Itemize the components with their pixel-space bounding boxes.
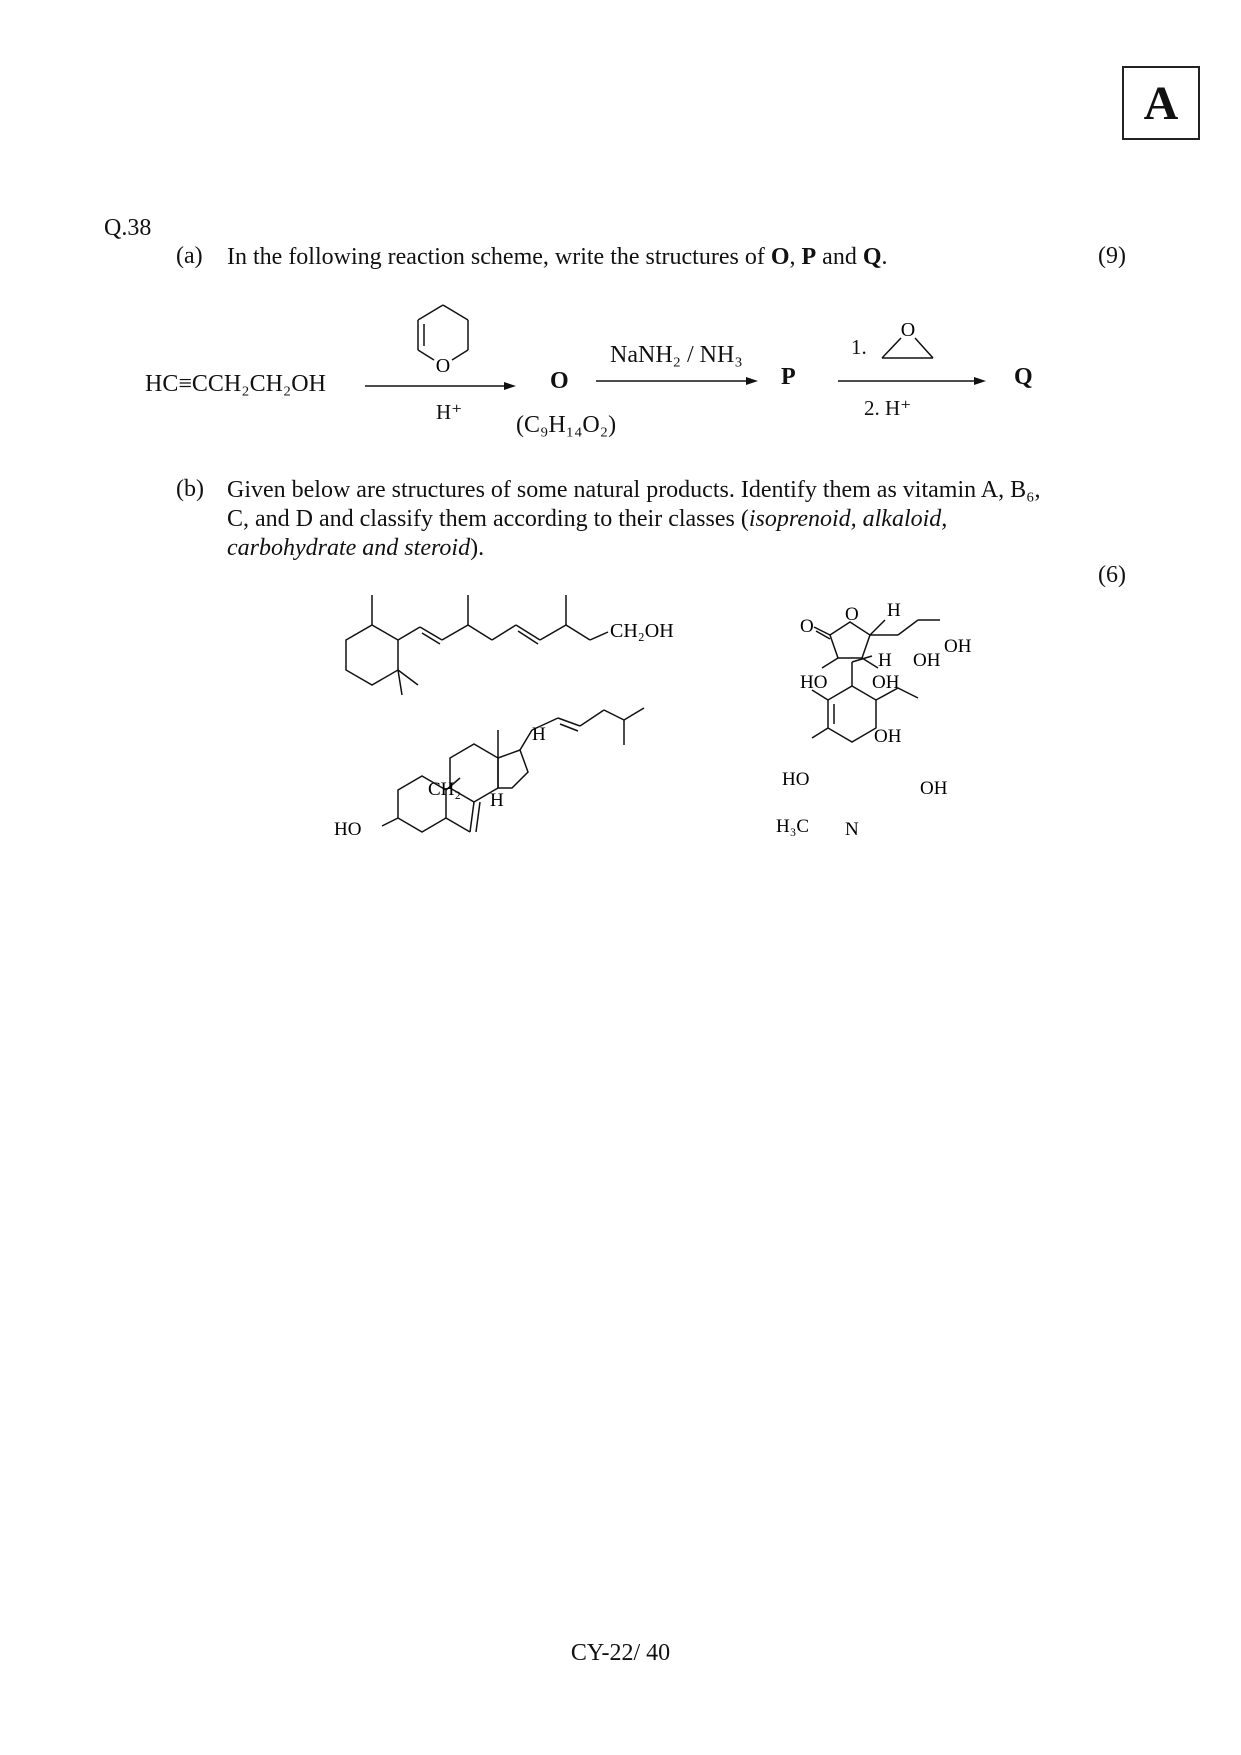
part-a-comma: ,: [789, 244, 802, 270]
part-a-text-before: In the following reaction scheme, write the structures of: [227, 244, 771, 270]
part-b-text: [227, 476, 1107, 563]
vitamin-a-structure: [346, 595, 608, 695]
b6-oh-right: OH: [920, 778, 948, 799]
vitd-h2: H: [490, 790, 504, 811]
part-b-line2-italic: isoprenoid, alkaloid,: [748, 506, 948, 532]
part-b-line2: [227, 505, 1107, 534]
part-b-line3-italic: carbohydrate and steroid: [227, 535, 471, 561]
step3-reagent-1-label: 1.: [851, 335, 867, 359]
vitc-oh-right: OH: [944, 636, 972, 657]
vitc-oh-mid: OH: [913, 650, 941, 671]
natural-product-structures: [0, 580, 1241, 900]
vitc-oh-bottom: OH: [872, 672, 900, 693]
vita-ch2oh: CH₂OH: [610, 620, 674, 642]
product-o-formula: (C₉H₁₄O₂): [516, 412, 617, 438]
step3-reagent-2: 2. H⁺: [864, 396, 912, 420]
epoxide-structure: [882, 338, 933, 358]
epoxide-o: O: [900, 319, 916, 341]
dihydropyran-structure: [418, 305, 468, 360]
part-b-line3: [227, 534, 1107, 563]
part-a-o: O: [770, 244, 790, 270]
vitd-ho: HO: [334, 819, 362, 840]
part-b-line1: Given below are structures of some natural products. Identify them as vitamin A, B₆,: [227, 477, 1041, 503]
reaction-arrows: [0, 0, 1241, 480]
vitamin-d-structure: [382, 708, 644, 832]
vitd-h1: H: [532, 724, 546, 745]
product-p: P: [781, 364, 796, 390]
part-a-label: (a): [176, 243, 203, 269]
vitc-ho: HO: [800, 672, 828, 693]
page-footer: CY-22/ 40: [570, 1640, 671, 1666]
vitc-o1: O: [800, 616, 814, 637]
part-a-period: .: [881, 244, 888, 270]
part-a-and: and: [816, 244, 863, 270]
vitc-o2: O: [845, 604, 859, 625]
product-q: Q: [1014, 364, 1033, 390]
paper-code-badge: A: [1122, 66, 1200, 140]
part-a-marks: (9): [1098, 243, 1126, 269]
part-b-marks: (6): [1098, 562, 1126, 588]
part-b-line3-end: ).: [470, 535, 485, 561]
product-o: O: [550, 368, 569, 394]
part-a-q: Q: [862, 244, 882, 270]
part-b-label: (b): [176, 476, 204, 502]
step2-reagent: NaNH₂ / NH₃: [610, 342, 743, 368]
starting-material: HC≡CCH₂CH₂OH: [145, 371, 326, 397]
b6-h3c: H₃C: [776, 816, 810, 837]
step1-reagent: H⁺: [436, 400, 463, 424]
part-b-line2-normal: C, and D and classify them according to their classes (: [227, 506, 749, 532]
question-number: Q.38: [104, 215, 152, 241]
b6-oh-top: OH: [874, 726, 902, 747]
vitc-h: H: [887, 600, 901, 621]
b6-ho: HO: [782, 769, 810, 790]
b6-n: N: [845, 819, 859, 840]
vitamin-b6-structure: [812, 656, 918, 742]
vitc-h2: H: [878, 650, 892, 671]
vitd-ch2: CH₂: [428, 779, 462, 800]
dihydropyran-o: O: [435, 355, 451, 377]
part-a-p: P: [801, 244, 817, 270]
